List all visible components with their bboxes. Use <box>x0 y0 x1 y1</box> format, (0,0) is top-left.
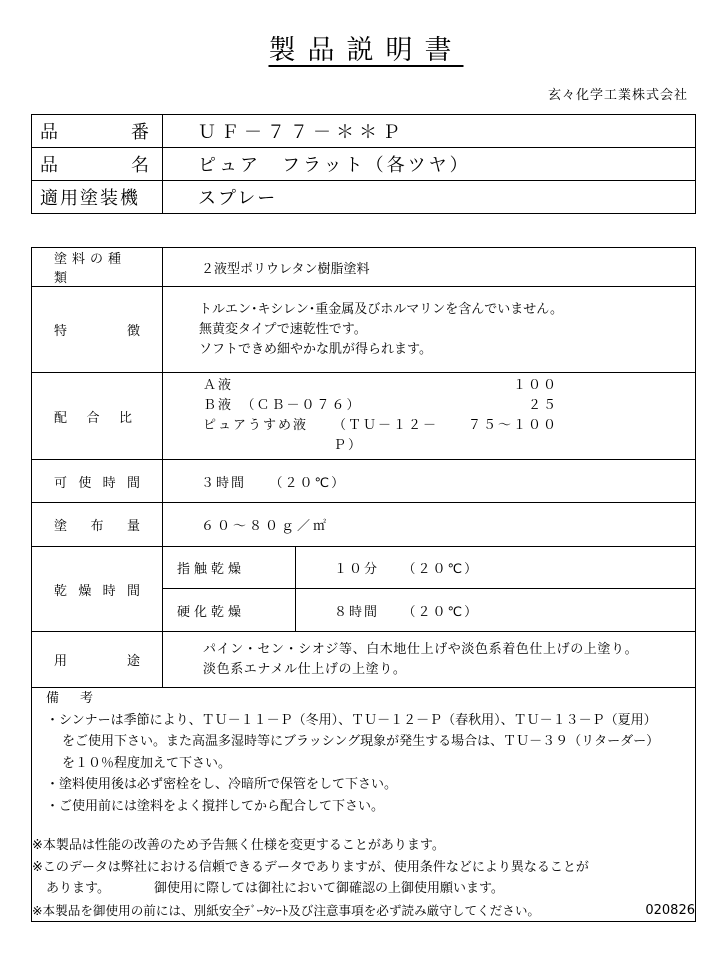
coverage-row <box>32 503 696 547</box>
company-name: 玄々化学工業株式会社 <box>547 88 688 103</box>
machine-value: スプレー <box>163 181 696 214</box>
notes-heading: 備 考 <box>46 691 98 706</box>
notes-row <box>32 688 696 922</box>
product-code-row <box>32 115 696 148</box>
mix-row <box>32 373 696 460</box>
feature-item: トルエン･キシレン･重金属及びホルマリンを含んでいません。 <box>199 301 564 317</box>
feature-label: 特 徴 <box>32 287 163 373</box>
use-list <box>163 632 696 688</box>
coverage-label: 塗 布 量 <box>32 503 163 547</box>
doc-code: 020826 <box>645 902 695 918</box>
mix-label: 配 合 比 <box>32 373 163 460</box>
mix-item: ピュアうすめ液 （ＴＵ－１２－Ｐ） ７５～１００ <box>203 418 558 453</box>
spec-table <box>31 247 696 922</box>
disclaimer: ※このデータは弊社における信頼できるデータでありますが、使用条件などにより異なることが <box>32 859 589 875</box>
note-item: ・シンナーは季節により、ＴＵ－１１－Ｐ（冬用）、ＴＵ－１２－Ｐ（春秋用）、ＴＵ－１３－Ｐ（夏用） <box>46 712 657 728</box>
use-item: パイン・セン・シオジ等、白木地仕上げや淡色系着色仕上げの上塗り。 <box>203 641 639 657</box>
dry-hard-value: ８時間 （２０℃） <box>296 589 696 632</box>
feature-item: 無黄変タイプで速乾性です。 <box>199 321 367 337</box>
mix-list <box>163 373 696 460</box>
note-item: ・ご使用前には塗料をよく撹拌してから配合して下さい。 <box>46 798 385 814</box>
page-title: 製品説明書 <box>268 35 464 66</box>
product-name-value: ピュア フラット（各ツヤ） <box>163 148 696 181</box>
machine-label: 適用塗装機 <box>32 181 163 214</box>
product-code-label: 品 番 <box>32 115 163 148</box>
feature-row <box>32 287 696 373</box>
use-row <box>32 632 696 688</box>
dry-hard-label: 硬化乾燥 <box>163 589 296 632</box>
potlife-row <box>32 460 696 503</box>
feature-item: ソフトできめ細やかな肌が得られます。 <box>199 341 432 357</box>
disclaimer: ※本製品は性能の改善のため予告無く仕様を変更することがあります。 <box>32 838 445 853</box>
type-row <box>32 248 696 287</box>
dry-touch-value: １０分 （２０℃） <box>296 547 696 589</box>
potlife-label: 可 使 時 間 <box>32 460 163 503</box>
type-label: 塗料の種類 <box>32 248 163 287</box>
dry-touch-row <box>32 547 696 589</box>
disclaimer-last: ※本製品を御使用の前には、別紙安全ﾃﾞｰﾀｼｰﾄ及び注意事項を必ず読み厳守してください。 020826 <box>32 900 695 922</box>
machine-row <box>32 181 696 214</box>
product-info-table <box>31 114 696 214</box>
product-name-label: 品 名 <box>32 148 163 181</box>
mix-item: Ｂ液 （ＣＢ－０７６） ２５ <box>203 398 558 413</box>
product-code-value: ＵＦ－７７－＊＊Ｐ <box>163 115 696 148</box>
feature-list <box>163 287 696 373</box>
notes-section <box>32 688 696 922</box>
type-value: ２液型ポリウレタン樹脂塗料 <box>163 248 696 287</box>
use-item: 淡色系エナメル仕上げの上塗り。 <box>203 661 407 677</box>
mix-item: Ａ液 １００ <box>203 378 558 393</box>
note-item: をご使用下さい。また高温多湿時等にブラッシング現象が発生する場合は、ＴＵ－３９（リターダー） <box>62 734 660 749</box>
note-item: を１０％程度加えて下さい。 <box>62 755 232 771</box>
note-item: ・塗料使用後は必ず密栓をし、冷暗所で保管をして下さい。 <box>46 777 398 792</box>
coverage-value: ６０～８０ｇ／㎡ <box>163 503 696 547</box>
dry-touch-label: 指触乾燥 <box>163 547 296 589</box>
disclaimer: あります。 御使用に際しては御社において御確認の上御使用願います。 <box>46 881 504 896</box>
dry-label: 乾 燥 時 間 <box>32 547 163 632</box>
product-name-row <box>32 148 696 181</box>
use-label: 用 途 <box>32 632 163 688</box>
potlife-value: ３時間 （２０℃） <box>163 460 696 503</box>
